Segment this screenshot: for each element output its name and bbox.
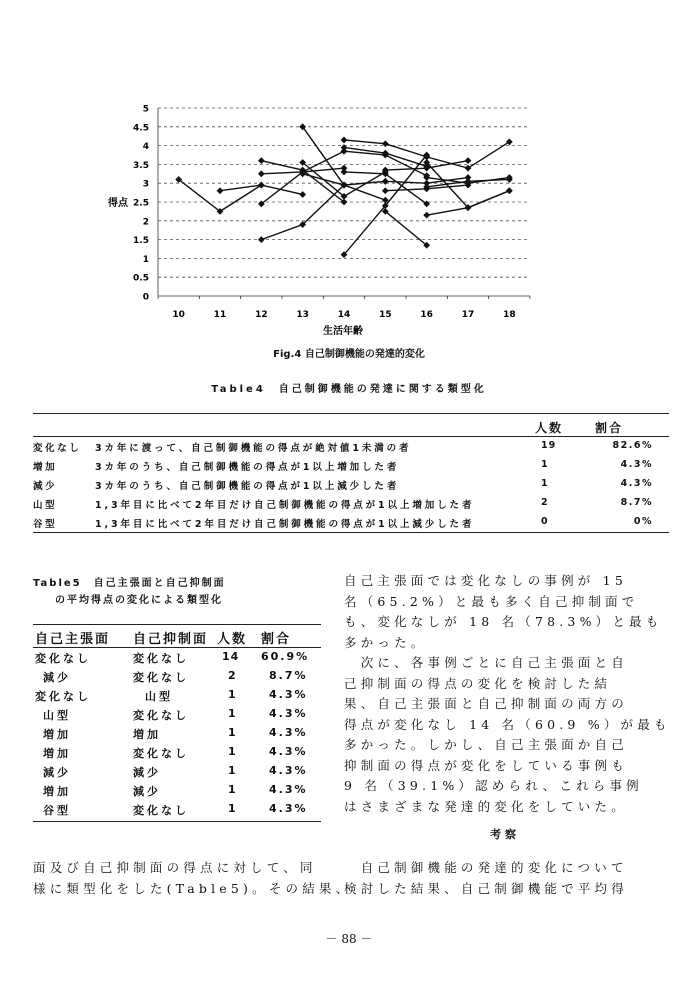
- table4-row: [33, 513, 669, 532]
- right-column-text: [344, 571, 671, 817]
- right-column-line: 名（65.2%）と最も多く自己抑制面で: [344, 593, 639, 609]
- table5-row: [33, 648, 321, 667]
- left-column-bottom-line: 様に類型化をした(Table5)。その結果、: [33, 880, 353, 896]
- table5-cell-count: 1: [228, 802, 237, 815]
- table4-cell-count: 0: [541, 516, 549, 527]
- right-column-line: 多かった。しかし、自己主張面か自己: [344, 737, 628, 752]
- right-column-line: 得点が変化なし 14 名（60.9 %）が最も: [344, 716, 671, 732]
- y-tick-label: 1: [142, 254, 149, 265]
- table5-cell-count: 1: [228, 783, 237, 796]
- table4-cell-count: 1: [541, 478, 549, 489]
- page-number: － 88 －: [325, 932, 373, 946]
- table5-cell-count: 1: [228, 764, 237, 777]
- table4-header-ratio: 割合: [595, 421, 624, 435]
- table4-bottom-rule: [33, 532, 669, 533]
- table4-cell-ratio: 4.3%: [620, 459, 653, 470]
- table4-cell-type: 増加: [33, 462, 58, 473]
- x-tick-label: 15: [379, 310, 392, 320]
- series-line-case-7: [303, 127, 386, 185]
- table5-cell-ratio: 60.9%: [261, 650, 310, 663]
- table4-cell-description: 3カ年のうち、自己制御機能の得点が1以上増加した者: [95, 462, 400, 473]
- chart-axes: [133, 105, 530, 321]
- table4-cell-description: 1,3年目に比べて2年目だけ自己制御機能の得点が1以上減少した者: [95, 519, 475, 530]
- table5-cell-count: 1: [228, 688, 237, 701]
- series-line-case-1: [179, 179, 262, 211]
- table5-row: [33, 762, 321, 781]
- right-column-line: 自己主張面では変化なしの事例が 15: [344, 573, 627, 588]
- series-line-case-23: [427, 191, 510, 215]
- table5-cell-assert: 減少: [43, 766, 71, 779]
- table4-cell-type: 谷型: [33, 519, 58, 530]
- x-tick-label: 16: [420, 310, 433, 320]
- table5-cell-assert: 山型: [43, 709, 71, 722]
- table5-cell-count: 2: [228, 669, 237, 682]
- section-heading-discussion: 考察: [490, 828, 520, 841]
- table5-cell-inhibit: 変化なし: [133, 804, 189, 817]
- data-point-marker: [299, 191, 306, 198]
- data-point-marker: [341, 148, 348, 155]
- y-tick-label: 1.5: [133, 236, 149, 247]
- table5-cell-assert: 増加: [43, 747, 71, 760]
- data-point-marker: [217, 187, 224, 194]
- right-column-line: 果、自己主張面と自己抑制面の両方の: [344, 696, 628, 711]
- table5-row: [33, 743, 321, 762]
- table4-row: [33, 437, 669, 456]
- table5-title: [33, 575, 226, 609]
- data-point-marker: [341, 137, 348, 144]
- data-point-marker: [258, 236, 265, 243]
- table5-cell-inhibit: 減少: [133, 766, 161, 779]
- table5-cell-ratio: 4.3%: [269, 707, 308, 720]
- table5-row: [33, 667, 321, 686]
- table4-cell-type: 減少: [33, 481, 58, 492]
- table5-cell-assert: 増加: [43, 785, 71, 798]
- table5-row: [33, 781, 321, 800]
- table4-row: [33, 494, 669, 513]
- table5-row: [33, 705, 321, 724]
- table5-cell-count: 1: [228, 707, 237, 720]
- table4-cell-ratio: 4.3%: [620, 478, 653, 489]
- table5-header-assert: 自己主張面: [35, 632, 111, 647]
- table4-header-count: 人数: [535, 421, 564, 435]
- table4-cell-description: 3カ年のうち、自己制御機能の得点が1以上減少した者: [95, 481, 400, 492]
- y-tick-label: 2.5: [133, 198, 149, 209]
- right-column-line: 己抑制面の得点の変化を検討した結: [344, 675, 612, 691]
- x-tick-label: 12: [255, 310, 268, 320]
- x-axis-label: 生活年齢: [323, 326, 363, 337]
- table4-cell-description: 1,3年目に比べて2年目だけ自己制御機能の得点が1以上増加した者: [95, 500, 475, 511]
- table5-cell-count: 1: [228, 726, 237, 739]
- table5-cell-ratio: 4.3%: [269, 688, 308, 701]
- x-tick-label: 18: [503, 310, 516, 320]
- data-point-marker: [341, 169, 348, 176]
- table4-cell-count: 1: [541, 459, 549, 470]
- x-tick-label: 11: [213, 310, 227, 320]
- table5-cell-inhibit: 減少: [133, 785, 161, 798]
- data-point-marker: [465, 165, 472, 172]
- table5-cell-assert: 変化なし: [35, 690, 91, 703]
- y-tick-label: 3.5: [133, 160, 149, 171]
- right-column-line: 多かった。: [344, 634, 428, 650]
- x-tick-label: 14: [337, 310, 351, 320]
- right-column-line: 9 名（39.1%）認められ、これら事例: [344, 778, 643, 793]
- table4-cell-ratio: 8.7%: [620, 497, 653, 508]
- table5: [33, 624, 321, 822]
- table4-row: [33, 456, 669, 475]
- table4-title: Table4 自己制御機能の発達に関する類型化: [211, 384, 487, 395]
- table5-cell-inhibit: 増加: [133, 728, 161, 741]
- table5-cell-assert: 減少: [43, 671, 71, 684]
- chart-series: [175, 123, 512, 258]
- left-column-bottom-text: [33, 858, 352, 899]
- table4-cell-count: 2: [541, 497, 549, 508]
- fig4-line-chart: [0, 0, 698, 370]
- data-point-marker: [382, 187, 389, 194]
- table5-row: [33, 686, 321, 705]
- y-tick-label: 0.5: [133, 273, 149, 284]
- y-tick-label: 5: [142, 104, 149, 115]
- table4-cell-count: 19: [541, 440, 557, 451]
- table4-cell-type: 変化なし: [33, 443, 82, 454]
- table5-row: [33, 800, 321, 819]
- series-line-case-18: [385, 211, 426, 245]
- data-point-marker: [258, 157, 265, 164]
- x-tick-label: 13: [296, 310, 309, 320]
- table4-header: [33, 414, 669, 437]
- table5-title-line1: Table5 自己主張面と自己抑制面: [33, 578, 226, 589]
- data-point-marker: [506, 138, 513, 145]
- y-tick-label: 4: [142, 142, 149, 153]
- table5-cell-assert: 谷型: [43, 804, 71, 817]
- table5-cell-ratio: 4.3%: [269, 764, 308, 777]
- table5-cell-inhibit: 変化なし: [133, 747, 189, 760]
- y-tick-label: 3: [142, 179, 149, 190]
- table5-cell-count: 14: [222, 650, 240, 663]
- y-tick-label: 0: [142, 292, 149, 303]
- data-point-marker: [258, 170, 265, 177]
- table5-cell-ratio: 4.3%: [269, 726, 308, 739]
- x-tick-label: 17: [461, 310, 475, 320]
- table4-row: [33, 475, 669, 494]
- table5-cell-inhibit: 山型: [145, 690, 173, 703]
- table5-title-line2: の平均得点の変化による類型化: [55, 595, 223, 606]
- right-column-bottom-text: [344, 858, 628, 899]
- y-axis-label: 得点: [108, 198, 128, 209]
- table4: [33, 413, 669, 533]
- table5-header-count: 人数: [217, 632, 248, 647]
- y-tick-label: 4.5: [133, 123, 149, 134]
- right-column-bottom-line: 検討した結果、自己制御機能で平均得: [344, 880, 628, 896]
- table5-cell-assert: 変化なし: [35, 652, 91, 665]
- table5-header-ratio: 割合: [261, 632, 292, 647]
- table5-cell-ratio: 4.3%: [269, 802, 308, 815]
- data-point-marker: [465, 157, 472, 164]
- figure-caption: Fig.4 自己制御機能の発達的変化: [273, 349, 425, 360]
- right-column-line: はさまざまな発達的変化をしていた。: [344, 798, 628, 814]
- data-point-marker: [382, 140, 389, 147]
- table4-cell-ratio: 82.6%: [612, 440, 653, 451]
- table5-bottom-rule: [33, 821, 321, 822]
- table5-cell-ratio: 4.3%: [269, 745, 308, 758]
- table5-cell-inhibit: 変化なし: [133, 652, 189, 665]
- table5-header: [33, 625, 321, 648]
- x-tick-label: 10: [172, 310, 185, 320]
- right-column-bottom-line: 自己制御機能の発達的変化について: [344, 860, 628, 875]
- data-point-marker: [382, 178, 389, 185]
- table4-cell-ratio: 0%: [633, 516, 653, 527]
- data-point-marker: [423, 212, 430, 219]
- right-column-line: 抑制面の得点が変化をしている事例も: [344, 757, 628, 773]
- table5-cell-ratio: 4.3%: [269, 783, 308, 796]
- data-point-marker: [258, 182, 265, 189]
- right-column-line: も、変化なしが 18 名（78.3%）と最も: [344, 614, 663, 629]
- left-column-bottom-line: 面及び自己抑制面の得点に対して、同: [33, 860, 317, 875]
- table5-cell-inhibit: 変化なし: [133, 709, 189, 722]
- table5-cell-ratio: 8.7%: [269, 669, 308, 682]
- table5-cell-assert: 増加: [43, 728, 71, 741]
- right-column-line: 次に、各事例ごとに自己主張面と自: [344, 655, 628, 670]
- data-point-marker: [506, 187, 513, 194]
- table4-cell-type: 山型: [33, 500, 58, 511]
- y-tick-label: 2: [142, 217, 149, 228]
- table5-row: [33, 724, 321, 743]
- table5-cell-inhibit: 変化なし: [133, 671, 189, 684]
- table5-header-inhibit: 自己抑制面: [133, 632, 209, 647]
- table5-cell-count: 1: [228, 745, 237, 758]
- table4-cell-description: 3カ年に渡って、自己制御機能の得点が絶対値1未満の者: [95, 443, 412, 454]
